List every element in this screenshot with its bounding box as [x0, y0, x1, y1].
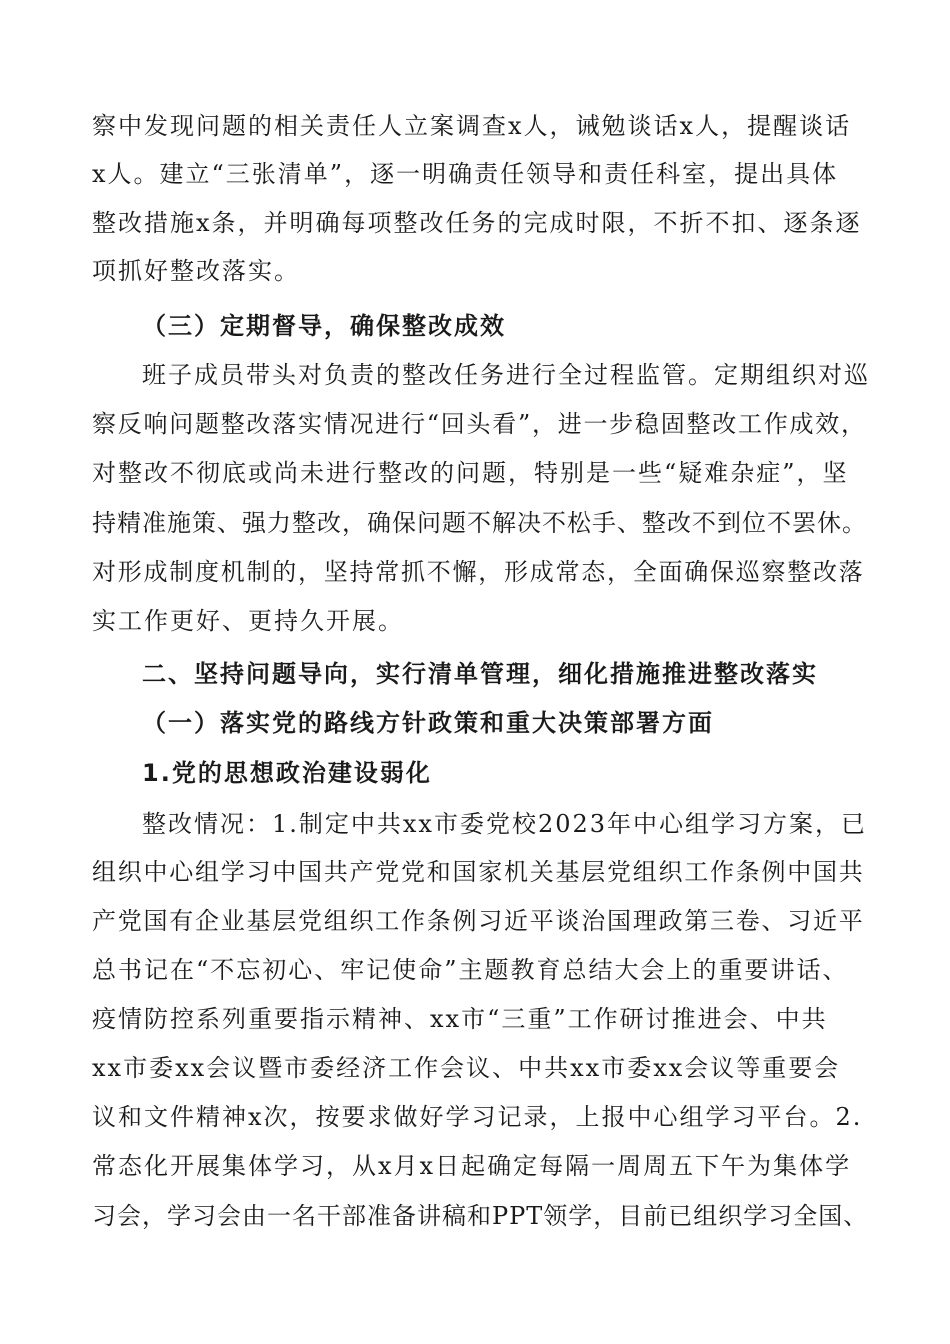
- text-line: 议和文件精神x次，按要求做好学习记录，上报中心组学习平台。2.: [92, 1103, 863, 1131]
- text-line: xx市委xx会议暨市委经济工作会议、中共xx市委xx会议等重要会: [92, 1054, 841, 1082]
- text-line: 疫情防控系列重要指示精神、xx市“三重”工作研讨推进会、中共: [92, 1005, 828, 1033]
- section-heading-1: （一）落实党的路线方针政策和重大决策部署方面: [142, 709, 714, 737]
- section-heading-3: （三）定期督导，确保整改成效: [142, 312, 506, 340]
- text-line: 总书记在“不忘初心、牢记使命”主题教育总结大会上的重要讲话、: [92, 956, 849, 984]
- text-line: 项抓好整改落实。: [92, 257, 300, 285]
- text-line: 对形成制度机制的，坚持常抓不懈，形成常态，全面确保巡察整改落: [92, 558, 865, 586]
- text-line: 整改情况：1.制定中共xx市委党校2023年中心组学习方案，已: [142, 810, 868, 838]
- text-line: 察反响问题整改落实情况进行“回头看”，进一步稳固整改工作成效，: [92, 410, 867, 438]
- text-line: 常态化开展集体学习，从x月x日起确定每隔一周周五下午为集体学: [92, 1152, 852, 1180]
- text-line: 察中发现问题的相关责任人立案调查x人，诫勉谈话x人，提醒谈话: [92, 112, 852, 140]
- text-line: 组织中心组学习中国共产党党和国家机关基层党组织工作条例中国共: [92, 858, 865, 886]
- text-line: 班子成员带头对负责的整改任务进行全过程监管。定期组织对巡: [142, 361, 870, 389]
- text-line: 习会，学习会由一名干部准备讲稿和PPT领学，目前已组织学习全国、: [92, 1202, 869, 1230]
- subsection-heading-1: 1.党的思想政治建设弱化: [142, 759, 432, 787]
- text-line: 实工作更好、更持久开展。: [92, 607, 404, 635]
- text-line: x人。建立“三张清单”，逐一明确责任领导和责任科室，提出具体: [92, 160, 839, 188]
- text-line: 对整改不彻底或尚未进行整改的问题，特别是一些“疑难杂症”，坚: [92, 459, 849, 487]
- text-line: 持精准施策、强力整改，确保问题不解决不松手、整改不到位不罢休。: [92, 509, 867, 537]
- text-line: 整改措施x条，并明确每项整改任务的完成时限，不折不扣、逐条逐: [92, 209, 862, 237]
- chapter-heading-2: 二、坚持问题导向，实行清单管理，细化措施推进整改落实: [142, 660, 818, 688]
- text-line: 产党国有企业基层党组织工作条例习近平谈治国理政第三卷、习近平: [92, 907, 865, 935]
